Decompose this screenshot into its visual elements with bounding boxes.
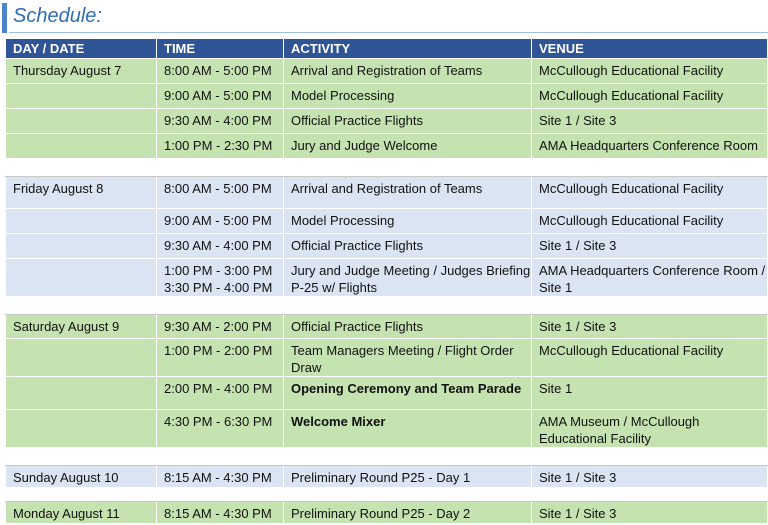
day-cell: Thursday August 7 [6, 59, 157, 84]
day-cell [6, 234, 157, 259]
day-cell: Sunday August 10 [6, 466, 157, 488]
activity-cell [284, 259, 532, 297]
table-row [6, 59, 768, 84]
venue-line: AMA Headquarters Conference Room / [539, 263, 766, 278]
section-title: Schedule: [13, 5, 102, 27]
venue-cell: McCullough Educational Facility [532, 209, 768, 234]
venue-cell: McCullough Educational Facility [532, 84, 768, 109]
venue-cell: Site 1 / Site 3 [532, 502, 768, 524]
activity-line: Jury and Judge Meeting / Judges Briefing [291, 263, 531, 278]
time-cell: 1:00 PM - 2:30 PM [157, 134, 284, 159]
table-row [6, 234, 768, 259]
time-line: 1:00 PM - 3:00 PM [164, 263, 273, 278]
column-header-time: TIME [157, 39, 284, 59]
venue-line: AMA Museum / McCullough [539, 414, 700, 429]
venue-cell: Site 1 [532, 377, 768, 410]
table-row [6, 377, 768, 410]
activity-cell: Model Processing [284, 84, 532, 109]
venue-cell [532, 259, 768, 297]
table-row [6, 209, 768, 234]
venue-cell: McCullough Educational Facility [532, 59, 768, 84]
activity-cell: Official Practice Flights [284, 109, 532, 134]
time-line: 3:30 PM - 4:00 PM [164, 280, 273, 295]
spacer-row [6, 488, 768, 502]
column-header-venue: VENUE [532, 39, 768, 59]
activity-cell: Opening Ceremony and Team Parade [284, 377, 532, 410]
table-row [6, 109, 768, 134]
time-cell: 9:30 AM - 2:00 PM [157, 315, 284, 339]
activity-cell: Arrival and Registration of Teams [284, 177, 532, 209]
table-row [6, 134, 768, 159]
venue-cell: Site 1 / Site 3 [532, 315, 768, 339]
day-cell: Monday August 11 [6, 502, 157, 524]
venue-cell: Site 1 / Site 3 [532, 234, 768, 259]
activity-cell: Model Processing [284, 209, 532, 234]
activity-cell: Official Practice Flights [284, 234, 532, 259]
column-header-day: DAY / DATE [6, 39, 157, 59]
venue-cell: AMA Headquarters Conference Room [532, 134, 768, 159]
column-header-activity: ACTIVITY [284, 39, 532, 59]
activity-line: Draw [291, 360, 322, 375]
table-row [6, 339, 768, 377]
day-cell [6, 84, 157, 109]
time-cell: 9:30 AM - 4:00 PM [157, 234, 284, 259]
day-cell [6, 339, 157, 377]
venue-cell: Site 1 / Site 3 [532, 109, 768, 134]
table-row [6, 315, 768, 339]
venue-line: Site 1 [539, 280, 573, 295]
table-row [6, 259, 768, 297]
activity-cell [284, 339, 532, 377]
time-cell: 8:00 AM - 5:00 PM [157, 177, 284, 209]
time-cell: 9:00 AM - 5:00 PM [157, 209, 284, 234]
day-cell: Saturday August 9 [6, 315, 157, 339]
time-cell: 2:00 PM - 4:00 PM [157, 377, 284, 410]
time-cell: 4:30 PM - 6:30 PM [157, 410, 284, 448]
heading-accent-bar [2, 3, 7, 33]
table-row [6, 466, 768, 488]
table-header-row [6, 39, 768, 59]
venue-cell [532, 410, 768, 448]
spacer-row [6, 448, 768, 466]
time-cell: 9:00 AM - 5:00 PM [157, 84, 284, 109]
activity-line: Team Managers Meeting / Flight Order [291, 343, 514, 358]
time-cell: 1:00 PM - 2:00 PM [157, 339, 284, 377]
day-cell [6, 134, 157, 159]
day-cell [6, 209, 157, 234]
activity-cell: Arrival and Registration of Teams [284, 59, 532, 84]
table-row [6, 84, 768, 109]
activity-cell: Welcome Mixer [284, 410, 532, 448]
spacer-row [6, 297, 768, 315]
day-cell [6, 410, 157, 448]
activity-line: P-25 w/ Flights [291, 280, 377, 295]
day-cell [6, 259, 157, 297]
spacer-row [6, 159, 768, 177]
time-cell: 9:30 AM - 4:00 PM [157, 109, 284, 134]
table-row [6, 410, 768, 448]
venue-cell: McCullough Educational Facility [532, 177, 768, 209]
time-cell: 8:15 AM - 4:30 PM [157, 466, 284, 488]
activity-cell: Official Practice Flights [284, 315, 532, 339]
activity-cell: Preliminary Round P25 - Day 1 [284, 466, 532, 488]
schedule-table [5, 38, 768, 524]
activity-cell: Preliminary Round P25 - Day 2 [284, 502, 532, 524]
day-cell [6, 109, 157, 134]
time-cell: 8:15 AM - 4:30 PM [157, 502, 284, 524]
schedule-heading [0, 0, 768, 34]
table-row [6, 177, 768, 209]
venue-cell: Site 1 / Site 3 [532, 466, 768, 488]
heading-underline [9, 32, 768, 33]
time-cell: 8:00 AM - 5:00 PM [157, 59, 284, 84]
activity-cell: Jury and Judge Welcome [284, 134, 532, 159]
day-cell: Friday August 8 [6, 177, 157, 209]
day-cell [6, 377, 157, 410]
venue-cell: McCullough Educational Facility [532, 339, 768, 377]
venue-line: Educational Facility [539, 431, 651, 446]
time-cell [157, 259, 284, 297]
table-row [6, 502, 768, 524]
